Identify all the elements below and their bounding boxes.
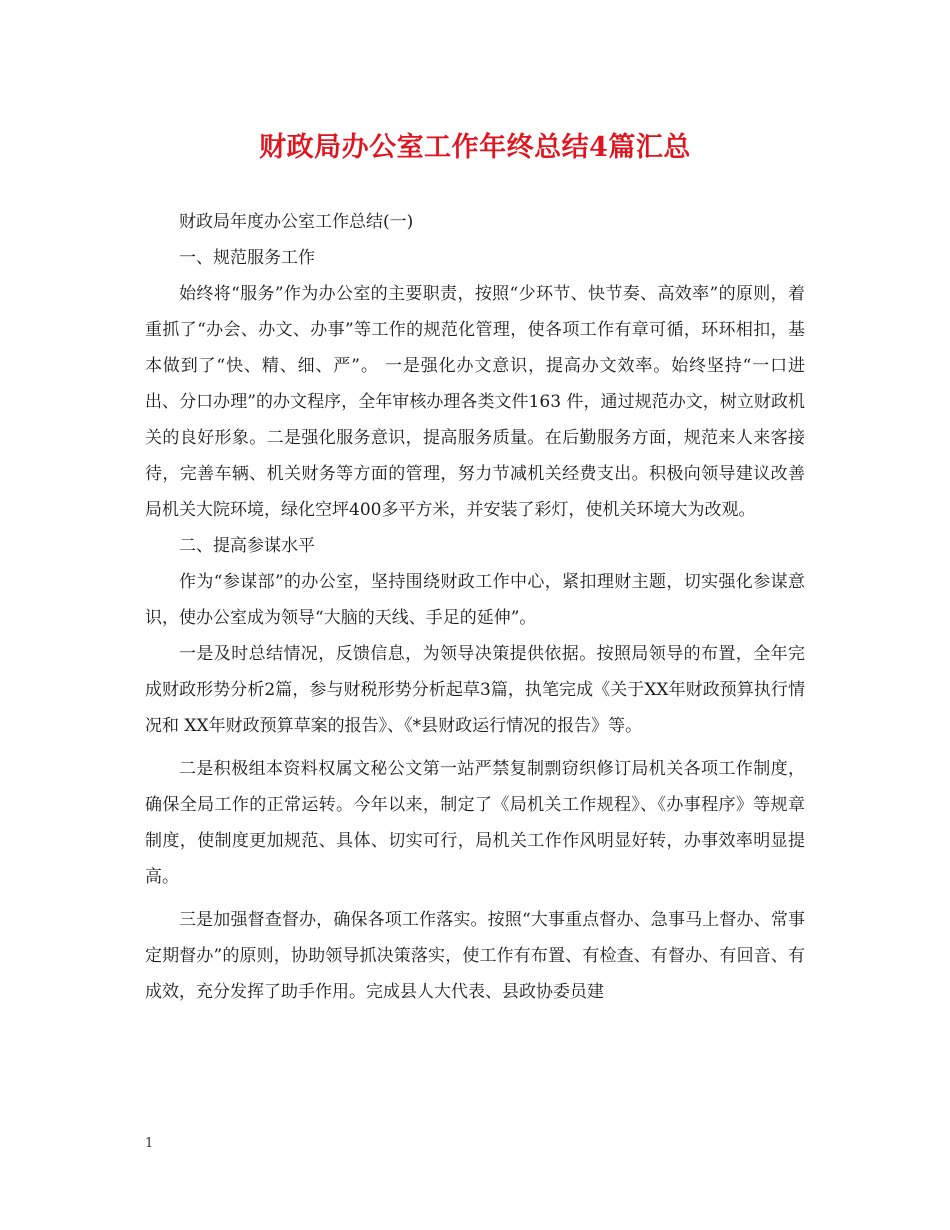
paragraph-supervision: 三是加强督查督办，确保各项工作落实。按照“大事重点督办、急事马上督办、常事定期督办”的原则，协助领导抓决策落实，使工作有布置、有检查、有督办、有回音、有成效，充分发挥了助手作用。完成县人大代表、县政协委员建 xyxy=(145,910,805,1002)
paragraph-heading-1: 一、规范服务工作 xyxy=(179,248,315,268)
paragraph-advisory-intro: 作为“参谋部”的办公室，坚持围绕财政工作中心，紧扣理财主题，切实强化参谋意识，使办公室成为领导“大脑的天线、手足的延伸”。 xyxy=(145,572,805,628)
paragraph-summary-info: 一是及时总结情况，反馈信息，为领导决策提供依据。按照局领导的布置，全年完成财政形势分析2篇，参与财税形势分析起草3篇，执笔完成《关于XX年财政预算执行情况和 XX年财政预算草案的报告》、《*县财政运行情况的报告》等。 xyxy=(145,644,805,736)
paragraph-heading-2: 二、提高参谋水平 xyxy=(179,536,315,556)
document-title: 财政局办公室工作年终总结4篇汇总 xyxy=(259,132,691,163)
document-body xyxy=(145,204,805,1010)
paragraph-section-heading: 财政局年度办公室工作总结(一) xyxy=(179,212,414,232)
paragraph-service-work: 始终将“服务”作为办公室的主要职责，按照“少环节、快节奏、高效率”的原则，着重抓了“办会、办文、办事”等工作的规范化管理，使各项工作有章可循，环环相扣，基本做到了“快、精、细、严”。 一是强化办文意识，提高办文效率。始终坚持“一口进出、分口办理”的办文程序，全年审核办理各类文件163 件，通过规范办文，树立财政机关的良好形象。二是强化服务意识，提高服务质量。在后勤服务方面，规范来人来客接待，完善车辆、机关财务等方面的管理，努力节减机关经费支出。积极向领导建议改善局机关大院环境，绿化空坪400多平方米，并安装了彩灯，使机关环境大为改观。 xyxy=(145,284,805,520)
paragraph-regulations: 二是积极组本资料权属文秘公文第一站严禁复制剽窃织修订局机关各项工作制度，确保全局工作的正常运转。今年以来，制定了《局机关工作规程》、《办事程序》等规章制度，使制度更加规范、具体、切实可行，局机关工作作风明显好转，办事效率明显提高。 xyxy=(145,759,805,887)
page-number: 1 xyxy=(145,1136,154,1151)
